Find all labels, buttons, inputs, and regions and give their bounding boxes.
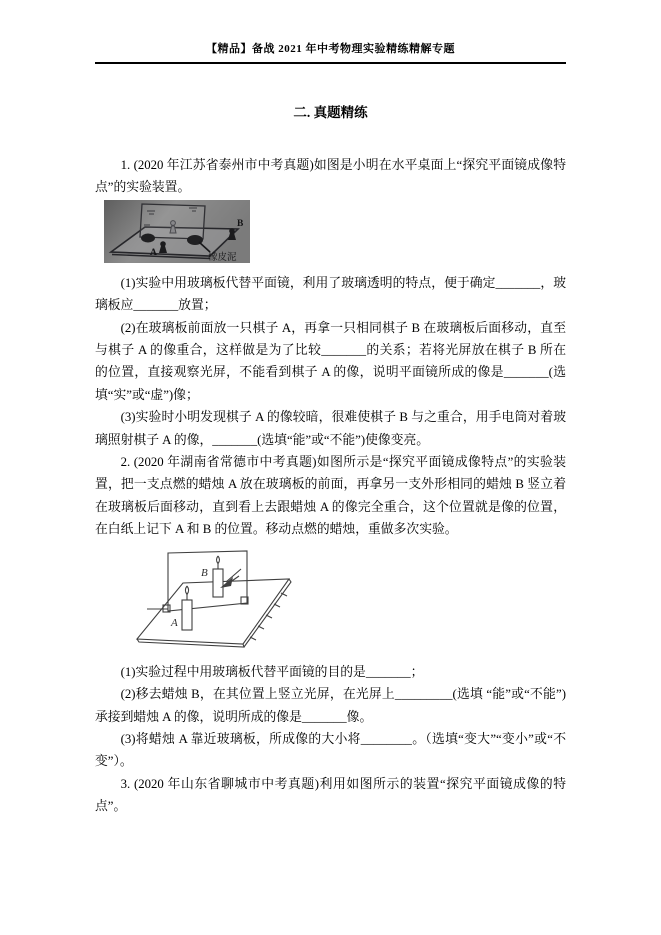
question-2-part-2: (2)移去蜡烛 B，在其位置上竖立光屏，在光屏上_________(选填 “能”或“不能”)承接到蜡烛 A 的像，说明所成的像是_______像。 — [95, 687, 566, 724]
header-title: 【精品】备战 2021 年中考物理实验精练精解专题 — [206, 43, 455, 55]
candle-a — [182, 600, 192, 630]
document-content — [95, 101, 566, 818]
question-1-part-2: (2)在玻璃板前面放一只棋子 A，再拿一只相同棋子 B 在玻璃板后面移动，直至与棋子 A 的像重合，这样做是为了比较_______的关系；若将光屏放在棋子 B 所在的位置，直接观察光屏，不能看到棋子 A 的像，说明平面镜所成的像是_______(选填“实”或“虚”)像； — [95, 320, 566, 402]
question-2-intro: 2. (2020 年湖南省常德市中考真题)如图所示是“探究平面镜成像特点”的实验装置，把一支点燃的蜡烛 A 放在玻璃板的前面，再拿另一支外形相同的蜡烛 B 竖立着在玻璃板后面移动，直到看上去跟蜡烛 A 的像完全重合，这个位置就是像的位置，在白纸上记下 A 和 B 的位置。移动点燃的蜡烛，重做多次实验。 — [95, 455, 566, 537]
clay-label: 橡皮泥 — [208, 252, 237, 263]
clay-blob-left — [141, 233, 155, 242]
question-1-intro: 1. (2020 年江苏省泰州市中考真题)如图是小明在水平桌面上“探究平面镜成像特点”的实验装置。 — [95, 158, 566, 195]
question-2-part-3: (3)将蜡烛 A 靠近玻璃板，所成像的大小将________。（选填“变大”“变小”或“不变”）。 — [95, 731, 566, 769]
label-a: A — [150, 247, 157, 258]
page-header — [95, 40, 566, 64]
section-title: 二. 真题精练 — [293, 105, 368, 120]
label-b: B — [237, 218, 244, 229]
figure-1-experiment-photo — [104, 200, 250, 263]
question-3-intro: 3. (2020 年山东省聊城市中考真题)利用如图所示的装置“探究平面镜成像的特点”。 — [95, 776, 566, 814]
question-1-part-1: (1)实验中用玻璃板代替平面镜，利用了玻璃透明的特点，便于确定_______，玻璃板应_______放置； — [95, 275, 566, 313]
label-a: A — [171, 616, 178, 629]
candle-b — [213, 569, 223, 597]
question-2-part-1: (1)实验过程中用玻璃板代替平面镜的目的是_______； — [120, 664, 424, 679]
candle-b-flame — [217, 556, 220, 564]
label-b: B — [201, 566, 208, 579]
question-1-part-3: (3)实验时小明发现棋子 A 的像较暗，很难使棋子 B 与之重合，用手电筒对着玻璃照射棋子 A 的像，_______(选填“能”或“不能”)使像变亮。 — [95, 410, 566, 447]
figure-2-candle-drawing — [117, 545, 292, 653]
